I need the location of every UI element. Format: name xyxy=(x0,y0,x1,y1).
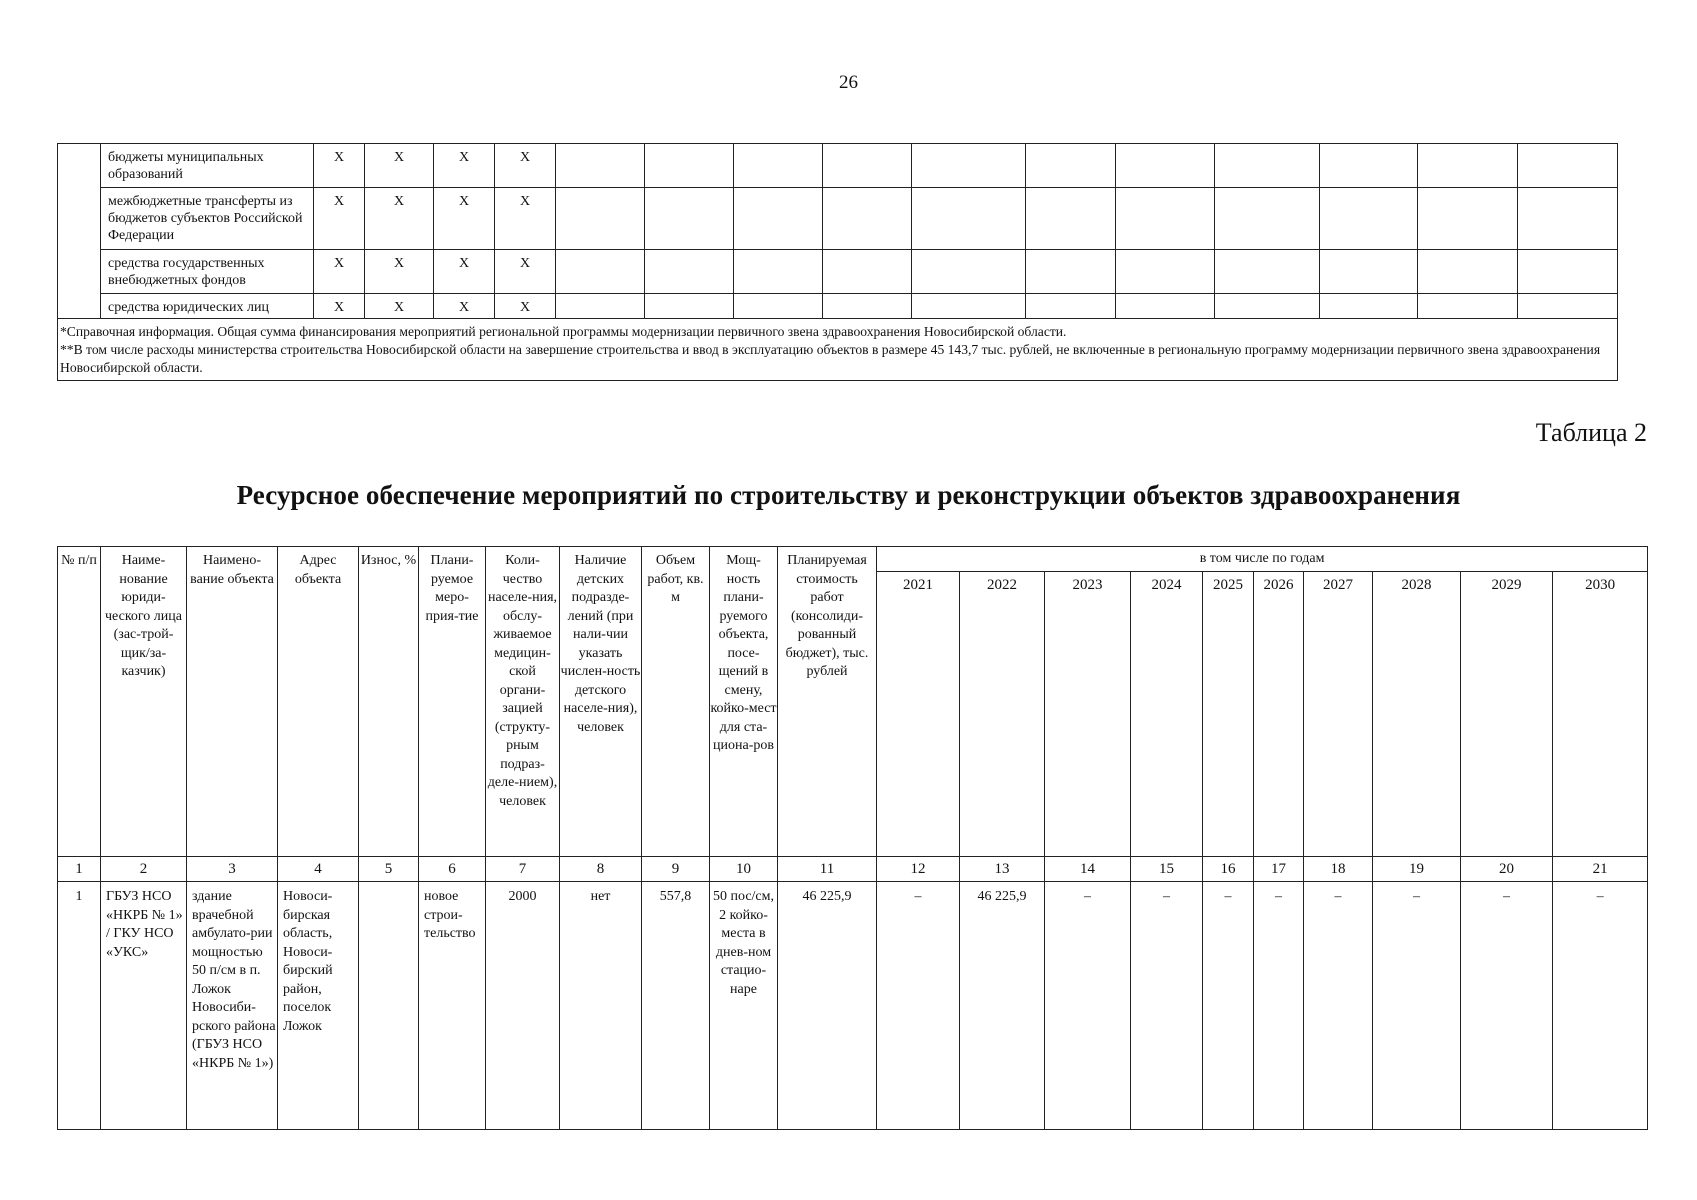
row-label: средства государственных внебюджетных фондов xyxy=(101,250,314,294)
resource-table xyxy=(57,546,1648,1130)
year-header: 2026 xyxy=(1254,572,1304,857)
table-row xyxy=(58,144,1618,188)
column-number: 8 xyxy=(560,857,642,882)
year-header: 2029 xyxy=(1461,572,1553,857)
column-number-row xyxy=(58,857,1648,882)
wear-cell xyxy=(359,882,419,1130)
year-value: – xyxy=(1254,882,1304,1130)
column-number: 4 xyxy=(278,857,359,882)
header-cell: Износ, % xyxy=(359,547,419,857)
column-number: 18 xyxy=(1304,857,1373,882)
cost-cell: 46 225,9 xyxy=(778,882,877,1130)
financing-table-continuation xyxy=(57,143,1618,381)
x-mark: X xyxy=(495,188,556,250)
empty-cell xyxy=(58,144,101,319)
x-mark: X xyxy=(495,250,556,294)
column-number: 13 xyxy=(960,857,1045,882)
column-number: 7 xyxy=(486,857,560,882)
header-cell: Коли-чество населе-ния, обслу-живаемое медицин-ской органи-зацией (структу-рным подраз-деле-нием), человек xyxy=(486,547,560,857)
table-row xyxy=(58,188,1618,250)
column-number: 2 xyxy=(101,857,187,882)
year-header: 2024 xyxy=(1131,572,1203,857)
header-cell: № п/п xyxy=(58,547,101,857)
year-value: – xyxy=(1373,882,1461,1130)
year-value: – xyxy=(1553,882,1648,1130)
table-row xyxy=(58,882,1648,1130)
activity-cell: новое строи-тельство xyxy=(419,882,486,1130)
header-cell: Адрес объекта xyxy=(278,547,359,857)
year-header: 2021 xyxy=(877,572,960,857)
header-row xyxy=(58,547,1648,572)
header-cell: Наиме-нование юриди-ческого лица (зас-трой-щик/за-казчик) xyxy=(101,547,187,857)
x-mark: X xyxy=(434,188,495,250)
header-cell: Объем работ, кв. м xyxy=(642,547,710,857)
footnotes xyxy=(58,319,1618,381)
column-number: 16 xyxy=(1203,857,1254,882)
x-mark: X xyxy=(495,294,556,319)
year-value: – xyxy=(1461,882,1553,1130)
table-row xyxy=(58,294,1618,319)
row-number: 1 xyxy=(58,882,101,1130)
x-mark: X xyxy=(365,250,434,294)
population-cell: 2000 xyxy=(486,882,560,1130)
x-mark: X xyxy=(314,144,365,188)
row-label: межбюджетные трансферты из бюджетов субъектов Российской Федерации xyxy=(101,188,314,250)
column-number: 9 xyxy=(642,857,710,882)
row-label: бюджеты муниципальных образований xyxy=(101,144,314,188)
year-header: 2030 xyxy=(1553,572,1648,857)
x-mark: X xyxy=(365,294,434,319)
x-mark: X xyxy=(434,294,495,319)
children-cell: нет xyxy=(560,882,642,1130)
column-number: 15 xyxy=(1131,857,1203,882)
year-header: 2027 xyxy=(1304,572,1373,857)
x-mark: X xyxy=(314,294,365,319)
capacity-cell: 50 пос/см, 2 койко-места в днев-ном стацио-наре xyxy=(710,882,778,1130)
table-caption: Таблица 2 xyxy=(1535,418,1647,447)
year-value: – xyxy=(877,882,960,1130)
header-cell: Планируемая стоимость работ (консолиди-рованный бюджет), тыс. рублей xyxy=(778,547,877,857)
year-header: 2028 xyxy=(1373,572,1461,857)
x-mark: X xyxy=(495,144,556,188)
x-mark: X xyxy=(365,144,434,188)
object-cell: здание врачебной амбулато-рии мощностью 50 п/см в п. Ложок Новосиби-рского района (ГБУЗ НСО «НКРБ № 1») xyxy=(187,882,278,1130)
year-value: 46 225,9 xyxy=(960,882,1045,1130)
header-cell: Наимено-вание объекта xyxy=(187,547,278,857)
header-cell: Наличие детских подразде-лений (при нали-чии указать числен-ность детского населе-ния), человек xyxy=(560,547,642,857)
year-value: – xyxy=(1131,882,1203,1130)
header-cell: Плани-руемое меро-прия-тие xyxy=(419,547,486,857)
column-number: 14 xyxy=(1045,857,1131,882)
year-header: 2025 xyxy=(1203,572,1254,857)
x-mark: X xyxy=(365,188,434,250)
column-number: 17 xyxy=(1254,857,1304,882)
year-value: – xyxy=(1045,882,1131,1130)
column-number: 21 xyxy=(1553,857,1648,882)
column-number: 19 xyxy=(1373,857,1461,882)
x-mark: X xyxy=(434,250,495,294)
table-row xyxy=(58,250,1618,294)
entity-cell: ГБУЗ НСО «НКРБ № 1» / ГКУ НСО «УКС» xyxy=(101,882,187,1130)
column-number: 20 xyxy=(1461,857,1553,882)
x-mark: X xyxy=(314,188,365,250)
x-mark: X xyxy=(314,250,365,294)
address-cell: Новоси-бирская область, Новоси-бирский район, поселок Ложок xyxy=(278,882,359,1130)
column-number: 10 xyxy=(710,857,778,882)
year-value: – xyxy=(1304,882,1373,1130)
column-number: 11 xyxy=(778,857,877,882)
page-number: 26 xyxy=(839,72,858,93)
header-cell: Мощ-ность плани-руемого объекта, посе-щений в смену, койко-мест для ста-циона-ров xyxy=(710,547,778,857)
area-cell: 557,8 xyxy=(642,882,710,1130)
footnote-1: *Справочная информация. Общая сумма финансирования мероприятий региональной программы модернизации первичного звена здравоохранения Новосибирской области. xyxy=(60,324,1067,339)
column-number: 5 xyxy=(359,857,419,882)
table-row xyxy=(58,319,1618,381)
x-mark: X xyxy=(434,144,495,188)
year-header: 2022 xyxy=(960,572,1045,857)
year-value: – xyxy=(1203,882,1254,1130)
page-title: Ресурсное обеспечение мероприятий по строительству и реконструкции объектов здравоохранения xyxy=(236,480,1461,510)
column-number: 6 xyxy=(419,857,486,882)
column-number: 3 xyxy=(187,857,278,882)
year-header: 2023 xyxy=(1045,572,1131,857)
column-number: 1 xyxy=(58,857,101,882)
row-label: средства юридических лиц xyxy=(101,294,314,319)
column-number: 12 xyxy=(877,857,960,882)
footnote-2: **В том числе расходы министерства строительства Новосибирской области на завершение строительства и ввод в эксплуатацию объектов в размере 45 143,7 тыс. рублей, не включенные в региональную программу модернизации первичного звена здравоохранения Новосибирской области. xyxy=(60,342,1601,375)
header-cell: в том числе по годам xyxy=(877,547,1648,572)
